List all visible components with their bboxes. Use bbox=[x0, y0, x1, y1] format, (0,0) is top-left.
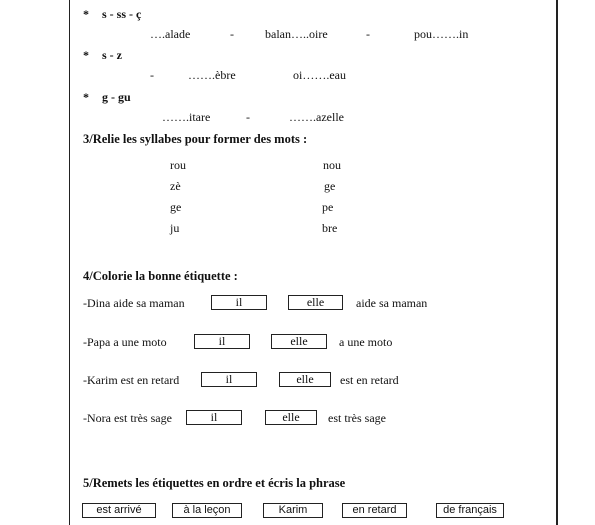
fill-word: pou…….in bbox=[414, 27, 469, 41]
separator: - bbox=[230, 27, 234, 41]
sentence-start: -Karim est en retard bbox=[83, 373, 180, 387]
separator: - bbox=[246, 110, 250, 124]
sentence-end: a une moto bbox=[339, 335, 393, 349]
label-elle[interactable]: elle bbox=[279, 372, 331, 387]
fill-word: …….èbre bbox=[188, 68, 236, 82]
sentence-start: -Papa a une moto bbox=[83, 335, 167, 349]
syllable-left: ge bbox=[170, 200, 182, 214]
sentence-start: -Dina aide sa maman bbox=[83, 296, 185, 310]
bullet-star: * bbox=[83, 90, 89, 104]
fill-word: …….azelle bbox=[289, 110, 344, 124]
label-elle[interactable]: elle bbox=[271, 334, 327, 349]
bullet-star: * bbox=[83, 48, 89, 62]
bullet-star: * bbox=[83, 7, 89, 21]
label-il[interactable]: il bbox=[186, 410, 242, 425]
page-right-border bbox=[556, 0, 558, 525]
syllable-left: ju bbox=[170, 221, 180, 235]
label-il[interactable]: il bbox=[201, 372, 257, 387]
fill-word: balan…..oire bbox=[265, 27, 328, 41]
word-label[interactable]: de français bbox=[436, 503, 504, 518]
syllable-left: rou bbox=[170, 158, 186, 172]
syllable-right: pe bbox=[322, 200, 334, 214]
fill-word: oi…….eau bbox=[293, 68, 346, 82]
label-elle[interactable]: elle bbox=[288, 295, 343, 310]
syllable-left: zè bbox=[170, 179, 181, 193]
sound-group-3: g - gu bbox=[102, 90, 131, 104]
fill-word: ….alade bbox=[150, 27, 191, 41]
sentence-end: est très sage bbox=[328, 411, 386, 425]
label-il[interactable]: il bbox=[211, 295, 267, 310]
exercise-4-title: 4/Colorie la bonne étiquette : bbox=[83, 269, 238, 283]
sentence-start: -Nora est très sage bbox=[83, 411, 172, 425]
exercise-3-title: 3/Relie les syllabes pour former des mots : bbox=[83, 132, 308, 146]
separator: - bbox=[150, 68, 154, 82]
word-label[interactable]: Karim bbox=[263, 503, 323, 518]
sound-group-2: s - z bbox=[102, 48, 122, 62]
syllable-right: nou bbox=[323, 158, 341, 172]
word-label[interactable]: est arrivé bbox=[82, 503, 156, 518]
word-label[interactable]: à la leçon bbox=[172, 503, 242, 518]
sentence-end: est en retard bbox=[340, 373, 399, 387]
sound-group-1: s - ss - ç bbox=[102, 7, 142, 21]
page-left-border bbox=[69, 0, 70, 525]
sentence-end: aide sa maman bbox=[356, 296, 428, 310]
separator: - bbox=[366, 27, 370, 41]
label-elle[interactable]: elle bbox=[265, 410, 317, 425]
syllable-right: ge bbox=[324, 179, 336, 193]
syllable-right: bre bbox=[322, 221, 338, 235]
word-label[interactable]: en retard bbox=[342, 503, 407, 518]
exercise-5-title: 5/Remets les étiquettes en ordre et écris la phrase bbox=[83, 476, 346, 490]
fill-word: …….itare bbox=[162, 110, 211, 124]
label-il[interactable]: il bbox=[194, 334, 250, 349]
